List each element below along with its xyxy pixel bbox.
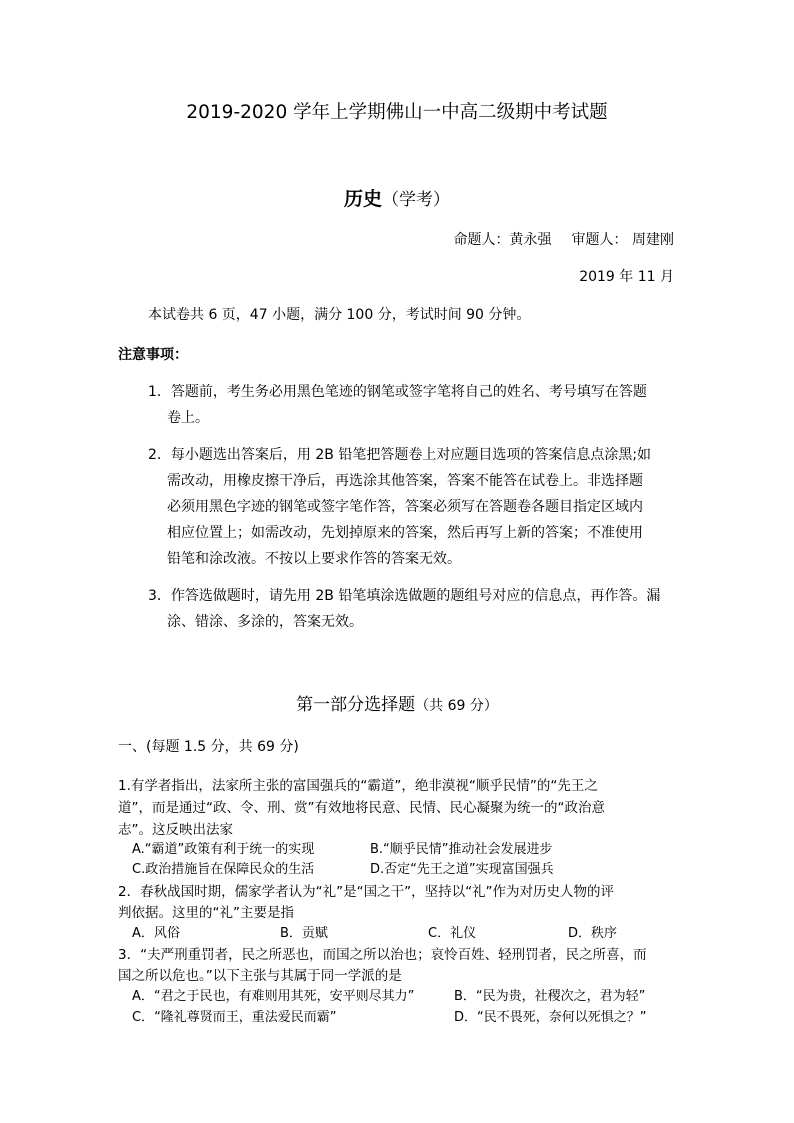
question-2-option-a: A．风俗 <box>132 926 180 941</box>
reviewer: 审题人： 周建刚 <box>571 232 674 248</box>
subject-name: 历史 <box>343 188 382 210</box>
exam-title: 2019-2020 学年上学期佛山一中高二级期中考试题 <box>186 102 608 123</box>
subject-heading <box>0 184 794 211</box>
notice-heading: 注意事项： <box>118 347 188 363</box>
question-2-option-b: B．贡赋 <box>280 926 328 941</box>
question-2-option-d: D．秩序 <box>568 926 618 941</box>
question-1-option-b: B.“顺乎民情”推动社会发展进步 <box>370 842 553 857</box>
question-3-option-b: B．“民为贵，社稷次之，君为轻” <box>454 989 646 1004</box>
proposer: 命题人：黄永强 <box>453 232 552 248</box>
question-2-option-c: C．礼仪 <box>428 926 477 941</box>
notice-item-2-line-5: 铅笔和涂改液。不按以上要求作答的答案无效。 <box>167 551 461 567</box>
question-1-option-d: D.否定“先王之道”实现富国强兵 <box>370 862 554 877</box>
question-3-option-a: A．“君之于民也，有难则用其死，安平则尽其力” <box>132 989 415 1004</box>
notice-item-2-line-4: 相应位置上；如需改动，先划掉原来的答案，然后再写上新的答案；不准使用 <box>167 525 643 541</box>
exam-date: 2019 年 11 月 <box>579 269 674 285</box>
question-3-option-d: D．“民不畏死，奈何以死惧之？” <box>454 1010 647 1025</box>
notice-item-3-line-2: 涂、错涂、多涂的，答案无效。 <box>167 614 363 630</box>
question-1-line-2: 道”，而是通过“政、令、刑、赏”有效地将民意、民情、民心凝聚为统一的“政治意 <box>118 800 605 816</box>
question-2-line-1: 2．春秋战国时期，儒家学者认为“礼”是“国之干”，坚持以“礼”作为对历史人物的评 <box>118 884 615 900</box>
notice-item-1-line-2: 卷上。 <box>167 410 209 426</box>
question-3-option-c: C．“隆礼尊贤而王，重法爱民而霸” <box>132 1010 337 1025</box>
question-1-option-a: A.“霸道”政策有利于统一的实现 <box>132 842 315 857</box>
question-3-line-2: 国之所以危也。”以下主张与其属于同一学派的是 <box>118 968 402 984</box>
author-line <box>454 229 674 249</box>
intro-text: 本试卷共 6 页，47 小题，满分 100 分，考试时间 90 分钟。 <box>148 307 531 323</box>
question-2-line-2: 判依据。这里的“礼”主要是指 <box>118 905 294 921</box>
question-1-line-3: 志”。这反映出法家 <box>118 822 233 838</box>
subject-note: （学考） <box>382 190 450 210</box>
section-title: 第一部分选择题 <box>296 695 416 715</box>
notice-item-2-line-1: 2．每小题选出答案后，用 2B 铅笔把答题卷上对应题目选项的答案信息点涂黑;如 <box>148 447 652 463</box>
question-1-option-c: C.政治措施旨在保障民众的生活 <box>132 862 315 877</box>
notice-item-3-line-1: 3．作答选做题时，请先用 2B 铅笔填涂选做题的题组号对应的信息点，再作答。漏 <box>148 588 661 604</box>
section-subheading: 一、(每题 1.5 分，共 69 分) <box>118 739 299 755</box>
notice-item-2-line-2: 需改动，用橡皮擦干净后，再选涂其他答案，答案不能答在试卷上。非选择题 <box>167 473 643 489</box>
notice-item-2-line-3: 必须用黑色字迹的钢笔或签字笔作答，答案必须写在答题卷各题目指定区域内 <box>167 499 643 515</box>
question-1-line-1: 1.有学者指出，法家所主张的富国强兵的“霸道”，绝非漠视“顺乎民情”的“先王之 <box>118 778 598 794</box>
section-heading <box>0 690 794 715</box>
notice-item-1-line-1: 1．答题前，考生务必用黑色笔迹的钢笔或签字笔将自己的姓名、考号填写在答题 <box>148 384 647 400</box>
section-note: （共 69 分） <box>415 698 498 714</box>
question-3-line-1: 3．“夫严刑重罚者，民之所恶也，而国之所以治也；哀怜百姓、轻刑罚者，民之所喜，而 <box>118 947 647 963</box>
